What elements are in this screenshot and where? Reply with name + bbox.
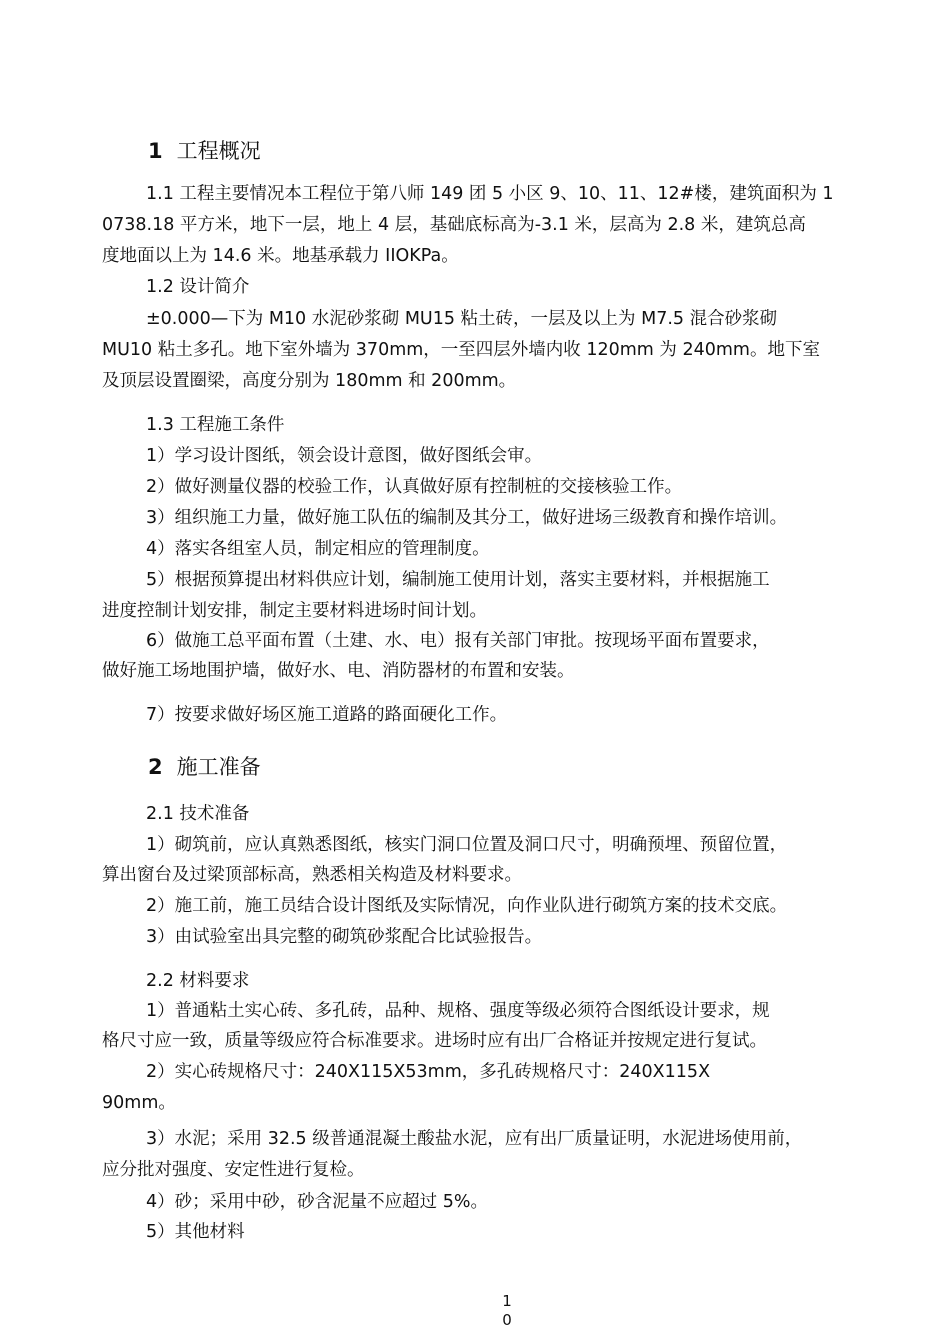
- heading-number: 1: [148, 139, 163, 163]
- tech-item-1-line1: 1）砌筑前，应认真熟悉图纸，核实门洞口位置及洞口尺寸，明确预埋、预留位置，: [146, 835, 788, 855]
- para-1-1-line2: 0738.18 平方米，地下一层，地上 4 层，基础底标高为-3.1 米，层高为 2.8 米，建筑总高: [102, 215, 806, 235]
- tech-item-1-line2: 算出窗台及过梁顶部标高，熟悉相关构造及材料要求。: [102, 865, 522, 885]
- list-item-6-line1: 6）做施工总平面布置（土建、水、电）报有关部门审批。按现场平面布置要求，: [146, 631, 770, 651]
- list-item-3: 3）组织施工力量，做好施工队伍的编制及其分工，做好进场三级教育和操作培训。: [146, 508, 788, 528]
- subheading-1-3: 1.3 工程施工条件: [146, 415, 285, 435]
- para-1-2-line2: MU10 粘土多孔。地下室外墙为 370mm，一至四层外墙内收 120mm 为 240mm。地下室: [102, 340, 820, 360]
- material-item-3-line2: 应分批对强度、安定性进行复检。: [102, 1160, 365, 1180]
- material-item-4: 4）砂；采用中砂，砂含泥量不应超过 5%。: [146, 1192, 488, 1212]
- para-1-1-line1: 1.1 工程主要情况本工程位于第八师 149 团 5 小区 9、10、11、12#楼，建筑面积为 1: [146, 184, 834, 204]
- list-item-4: 4）落实各组室人员，制定相应的管理制度。: [146, 539, 490, 559]
- para-1-1-line3: 度地面以上为 14.6 米。地基承载力 IIOKPa。: [102, 246, 459, 266]
- heading-title: 施工准备: [176, 755, 261, 779]
- list-item-1: 1）学习设计图纸，领会设计意图，做好图纸会审。: [146, 446, 543, 466]
- list-item-6-line2: 做好施工场地围护墙，做好水、电、消防器材的布置和安装。: [102, 661, 575, 681]
- material-item-2-line1: 2）实心砖规格尺寸：240X115X53mm，多孔砖规格尺寸：240X115X: [146, 1062, 711, 1082]
- material-item-5: 5）其他材料: [146, 1222, 245, 1242]
- material-item-3-line1: 3）水泥；采用 32.5 级普通混凝土酸盐水泥，应有出厂质量证明，水泥进场使用前，: [146, 1129, 803, 1149]
- material-item-1-line1: 1）普通粘土实心砖、多孔砖，品种、规格、强度等级必须符合图纸设计要求，规: [146, 1001, 770, 1021]
- heading-1: [148, 136, 261, 166]
- list-item-2: 2）做好测量仪器的校验工作，认真做好原有控制桩的交接核验工作。: [146, 477, 683, 497]
- material-item-1-line2: 格尺寸应一致，质量等级应符合标准要求。进场时应有出厂合格证并按规定进行复试。: [102, 1031, 767, 1051]
- tech-item-2: 2）施工前，施工员结合设计图纸及实际情况，向作业队进行砌筑方案的技术交底。: [146, 896, 788, 916]
- subheading-2-2: 2.2 材料要求: [146, 971, 250, 991]
- subheading-2-1: 2.1 技术准备: [146, 804, 250, 824]
- list-item-5-line1: 5）根据预算提出材料供应计划，编制施工使用计划，落实主要材料，并根据施工: [146, 570, 770, 590]
- list-item-7: 7）按要求做好场区施工道路的路面硬化工作。: [146, 705, 508, 725]
- para-1-2-line1: ±0.000—下为 M10 水泥砂浆砌 MU15 粘土砖，一层及以上为 M7.5 混合砂浆砌: [146, 309, 778, 329]
- heading-title: 工程概况: [176, 139, 261, 163]
- list-item-5-line2: 进度控制计划安排，制定主要材料进场时间计划。: [102, 601, 487, 621]
- subheading-1-2: 1.2 设计简介: [146, 277, 250, 297]
- page-number-line2: 0: [502, 1311, 512, 1329]
- heading-2: [148, 752, 261, 782]
- heading-number: 2: [148, 755, 163, 779]
- tech-item-3: 3）由试验室出具完整的砌筑砂浆配合比试验报告。: [146, 927, 543, 947]
- page-number-line1: 1: [502, 1292, 512, 1310]
- para-1-2-line3: 及顶层设置圈梁，高度分别为 180mm 和 200mm。: [102, 371, 517, 391]
- material-item-2-line2: 90mm。: [102, 1093, 176, 1113]
